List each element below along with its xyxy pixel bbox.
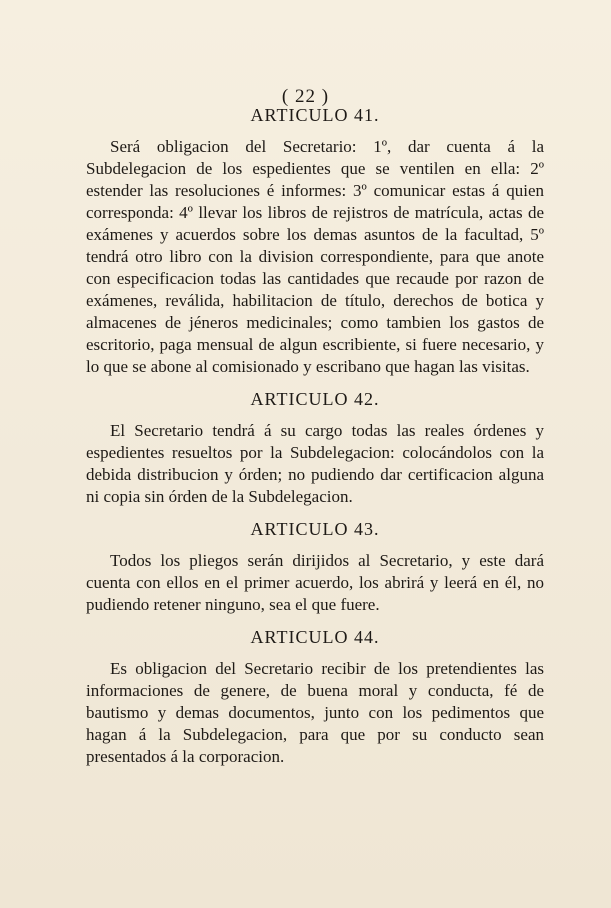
article-41 — [86, 104, 544, 378]
article-44 — [86, 626, 544, 768]
page-number: ( 22 ) — [281, 86, 330, 107]
text-block — [86, 104, 544, 778]
article-text: Es obligacion del Secretario recibir de los pretendientes las informaciones de genere, de buena moral y conducta, fé de bautismo y demas documentos, junto con los pedimentos que hagan á la Subdelegacion, para que por su conducto sean presentados á la corporacion. — [86, 659, 544, 766]
article-42 — [86, 388, 544, 508]
article-text: Todos los pliegos serán dirijidos al Secretario, y este dará cuenta con ellos en el primer acuerdo, los abrirá y leerá en él, no pudiendo retener ninguno, sea el que fuere. — [86, 551, 544, 614]
article-heading: ARTICULO 42. — [250, 389, 380, 409]
article-heading: ARTICULO 43. — [250, 519, 380, 539]
article-text: El Secretario tendrá á su cargo todas las reales órdenes y espedientes resueltos por la Subdelegacion: colocándolos con la debida distribucion y órden; no pudiendo dar certificacion alguna ni copia sin órden de la Subdelegacion. — [86, 421, 544, 506]
article-text: Será obligacion del Secretario: 1º, dar cuenta á la Subdelegacion de los espedientes que se ventilen en ella: 2º estender las resoluciones é informes: 3º comunicar estas á quien corresponda: 4º llevar los libros de rejistros de matrícula, actas de exámenes y acuerdos sobre los demas asuntos de la facultad, 5º tendrá otro libro con la division correspondiente, para que anote con especificacion todas las cantidades que recaude por razon de exámenes, reválida, habilitacion de título, derechos de botica y almacenes de jéneros medicinales; como tambien los gastos de escritorio, paga mensual de algun escribiente, si fuere necesario, y lo que se abone al comisionado y escribano que hagan las visitas. — [86, 137, 544, 376]
article-heading: ARTICULO 44. — [250, 627, 380, 647]
article-43 — [86, 518, 544, 616]
article-heading: ARTICULO 41. — [250, 105, 380, 125]
